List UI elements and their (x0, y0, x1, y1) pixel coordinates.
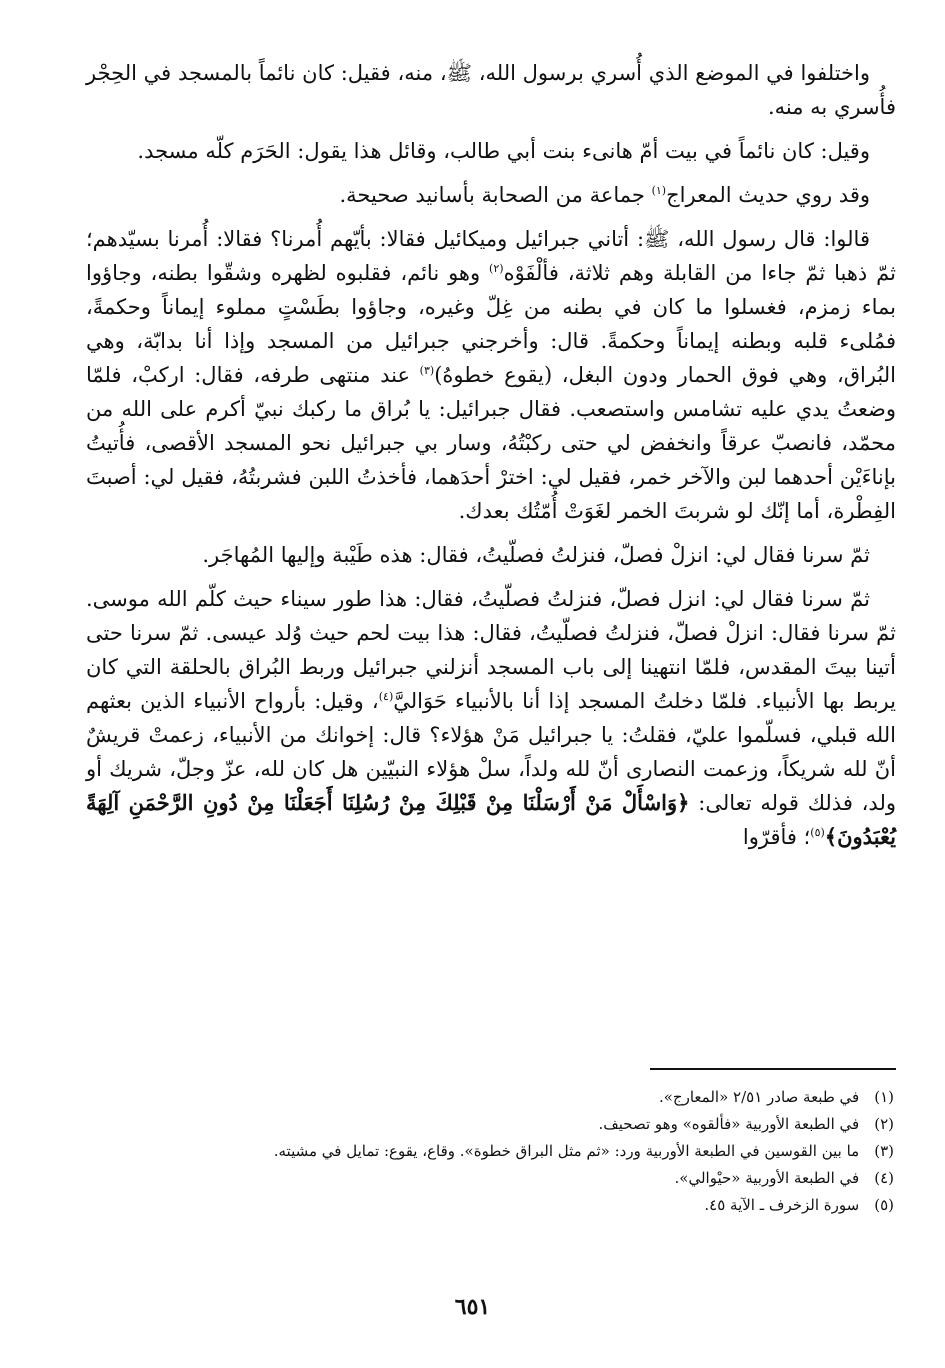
paragraph-5: ثمّ سرنا فقال لي: انزلْ فصلّ، فنزلتُ فصلّيتُ، فقال: هذه طَيْبة وإليها المُهاجَر. (202, 543, 870, 567)
footnotes (86, 1084, 896, 1219)
footnote-number: (٢) (874, 1115, 894, 1133)
paragraph-4-part-1: قالوا: قال رسول الله، ﷺ: أتاني جبرائيل وميكائيل فقالا: بأيّهم أُمرنا؟ فقالا: أُمرنا بسيّدهم؛ ثمّ ذهبا ثمّ جاءا من القابلة وهم ثلاثة، فألْفَوْه (86, 227, 896, 285)
footnote-1 (86, 1084, 896, 1111)
footnote-number: (٥) (874, 1196, 894, 1214)
footnote-number: (١) (874, 1088, 894, 1106)
paragraph-4-part-3: عند منتهى طرفه، فقال: اركبْ، فلمّا وضعتُ يدي عليه تشامس واستصعب. فقال جبرائيل: يا بُراق ما ركبك نبيّ أكرم على الله من محمّد، فانصبّ عرقاً وانخفض لي حتى ركبْتُهُ، وسار بي جبرائيل نحو المسجد الأقصى، فأُتيتُ بإناءَيْن أحدهما لبن والآخر خمر، فقيل لي: اخترْ أحدَهما، فأخذتُ اللبن فشربتُهُ، فقيل لي: أصبتَ الفِطْرة، أما إنّك لو شربتَ الخمر لغَوَتْ أُمّتُك بعدك. (86, 363, 896, 523)
paragraph-3-text: وقد روي حديث المعراج (666, 183, 870, 207)
footnote-ref-4[interactable]: (٤) (378, 690, 394, 703)
paragraph-4 (86, 222, 896, 528)
paragraph-6 (86, 582, 896, 854)
footnote-divider (650, 1068, 896, 1070)
footnote-text: في طبعة صادر ٢/٥١ «المعارج». (658, 1088, 860, 1106)
paragraph-3 (86, 178, 896, 212)
footnote-ref-1[interactable]: (١) (651, 184, 667, 197)
paragraph-6-part-3: ؛ فأقرّوا (742, 825, 811, 849)
footnote-number: (٣) (874, 1142, 894, 1160)
paragraph-1: واختلفوا في الموضع الذي أُسري برسول الله، ﷺ، منه، فقيل: كان نائماً بالمسجد في الحِجْر فأُسري به منه. (86, 61, 896, 119)
quran-verse: ﴿وَاسْأَلْ مَنْ أَرْسَلْنَا مِنْ قَبْلِكَ مِنْ رُسُلِنَا أَجَعَلْنَا مِنْ دُونِ الرَّحْمَنِ آلِهَةً يُعْبَدُونَ﴾ (86, 790, 896, 849)
page-number: ٦٥١ (454, 1294, 491, 1320)
footnote-text: ما بين القوسين في الطبعة الأوربية ورد: «ثم مثل البراق خطوة». وقاع، يقوع: تمايل في مشيته. (273, 1142, 860, 1160)
paragraph-3-text-end: جماعة من الصحابة بأسانيد صحيحة. (339, 183, 652, 207)
footnote-text: في الطبعة الأوربية «حيْوالي». (674, 1169, 860, 1187)
footnote-5 (86, 1192, 896, 1219)
footnote-text: سورة الزخرف ـ الآية ٤٥. (704, 1196, 860, 1214)
paragraph-4-part-2: وهو نائم، فقلبوه لظهره وشقّوا بطنه، وجاؤوا بماء زمزم، فغسلوا ما كان في بطنه من غِلّ وغيره، وجاؤوا بطَسْتٍ مملوء إيماناً وحكمةً، فمُلىء قلبه وبطنه إيماناً وحكمةً. قال: وأخرجني جبرائيل من المسجد وإذا أنا بدابّة، وهي البُراق، وهي فوق الحمار ودون البغل، (يقوع خطوهُ) (86, 261, 897, 387)
footnote-ref-2[interactable]: (٢) (489, 262, 504, 275)
footnote-2 (86, 1111, 896, 1138)
main-text (86, 56, 896, 864)
footnote-ref-3[interactable]: (٣) (419, 364, 435, 377)
footnote-number: (٤) (874, 1169, 894, 1187)
paragraph-6-part-1: ثمّ سرنا فقال لي: انزل فصلّ، فنزلتُ فصلّيتُ، فقال: هذا طور سيناء حيث كلّم الله موسى. ثمّ سرنا فقال: انزلْ فصلّ، فنزلتُ فصلّيتُ، فقال: هذا بيت لحم حيث وُلد عيسى. ثمّ سرنا حتى أتينا بيتَ المقدس، فلمّا انتهينا إلى باب المسجد أنزلني جبرائيل وربط البُراق بالحلقة التي كان يربط بها الأنبياء. فلمّا دخلتُ المسجد إذا أنا بالأنبياء حَوَاليَّ (86, 587, 896, 713)
footnote-3 (86, 1138, 896, 1165)
footnote-4 (86, 1165, 896, 1192)
paragraph-6-part-2: ، وقيل: بأرواح الأنبياء الذين بعثهم الله قبلي، فسلّموا عليّ، فقلتُ: يا جبرائيل مَنْ هؤلاء؟ قال: إخوانك من الأنبياء، زعمتْ قريشٌ أنّ لله شريكاً، وزعمت النصارى أنّ لله ولداً، سلْ هؤلاء النبيّين هل كان لله، عزّ وجلّ، شريك أو ولد، فذلك قوله تعالى: (86, 689, 896, 815)
footnote-text: في الطبعة الأوربية «فألقوه» وهو تصحيف. (598, 1115, 860, 1133)
footnote-ref-5[interactable]: (٥) (810, 826, 825, 839)
paragraph-2: وقيل: كان نائماً في بيت أمّ هانىء بنت أبي طالب، وقائل هذا يقول: الحَرَم كلّه مسجد. (137, 139, 870, 163)
